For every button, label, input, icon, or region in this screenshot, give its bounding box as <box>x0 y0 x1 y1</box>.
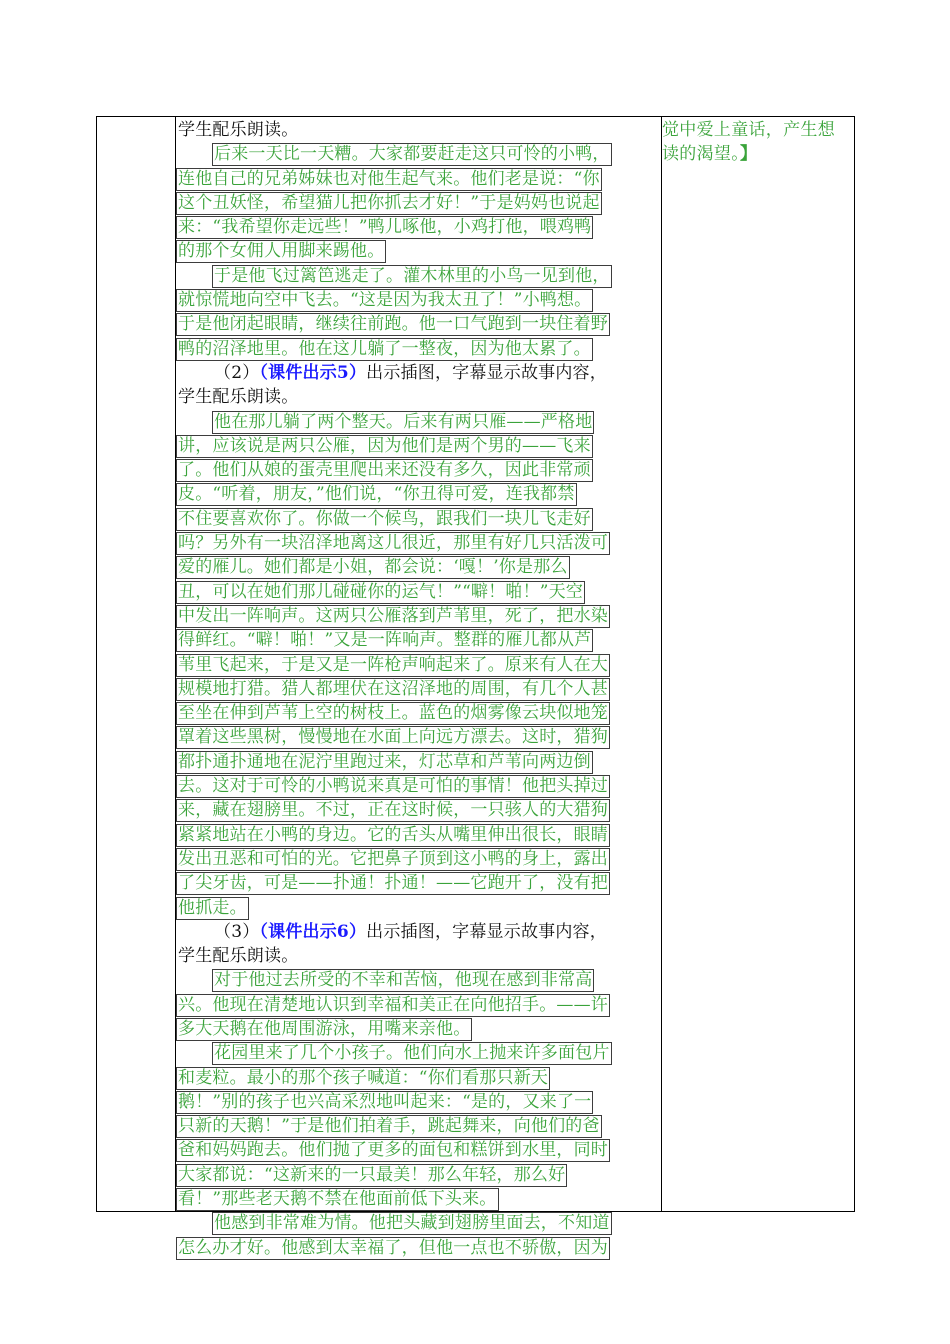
text-line <box>176 920 660 944</box>
courseware-label: （课件出示5） <box>259 362 367 383</box>
design-intent-column <box>662 118 852 167</box>
text-line <box>176 774 660 798</box>
text-line <box>176 1163 660 1187</box>
text-line <box>176 1090 660 1114</box>
text-line <box>176 677 660 701</box>
story-text: 都扑通扑通地在泥泞里跑过来，灯芯草和芦苇向两边倒 <box>178 751 591 772</box>
text-line <box>176 1138 660 1162</box>
story-text: 他抓走。 <box>178 897 247 918</box>
story-text: 的那个女佣人用脚来踢他。 <box>178 241 385 262</box>
text-line <box>176 458 660 482</box>
side-note-text: 读的渴望。 <box>662 144 740 165</box>
text-line <box>176 410 660 434</box>
section-number: （3） <box>214 921 260 942</box>
text-line <box>176 847 660 871</box>
story-text: 于是他闭起眼睛，继续往前跑。他一口气跑到一块住着野 <box>178 314 608 335</box>
text-line <box>176 507 660 531</box>
side-note-line: 觉中爱上童话，产生想 <box>662 120 835 140</box>
story-text: 去。这对于可怜的小鸭说来真是可怕的事情！他把头掉过 <box>178 776 608 797</box>
text-line <box>176 1114 660 1138</box>
story-text: 得鲜红。“噼！啪！”又是一阵响声。整群的雁儿都从芦 <box>178 630 592 651</box>
instruction-text: 出示插图，字幕显示故事内容， <box>366 921 607 942</box>
text-line <box>176 312 660 336</box>
text-line <box>176 215 660 239</box>
story-text: 连他自己的兄弟姊妹也对他生起气来。他们老是说：“你 <box>178 168 600 189</box>
story-text: 后来一天比一天糟。大家都要赶走这只可怜的小鸭， <box>214 144 610 165</box>
section-number: （2） <box>214 362 260 383</box>
teaching-content-column <box>176 118 660 1260</box>
text-line <box>176 823 660 847</box>
text-line <box>176 871 660 895</box>
text-line <box>176 1236 660 1260</box>
story-text: 他感到非常难为情。他把头藏到翅膀里面去，不知道 <box>214 1213 610 1234</box>
text-line <box>176 896 660 920</box>
story-text: 了尖牙齿，可是——扑通！扑通！——它跑开了，没有把 <box>178 873 608 894</box>
story-text: 吗？另外有一块沼泽地离这儿很近，那里有好几只活泼可 <box>178 533 608 554</box>
story-text: 鹅！”别的孩子也兴高采烈地叫起来：“是的，又来了一 <box>178 1091 592 1112</box>
text-line <box>176 118 660 142</box>
side-note-line <box>662 142 852 166</box>
instruction-text: 学生配乐朗读。 <box>178 387 299 408</box>
text-line <box>176 531 660 555</box>
text-line <box>176 701 660 725</box>
story-text: 他在那儿躺了两个整天。后来有两只雁——严格地 <box>214 411 593 432</box>
story-text: 皮。“听着，朋友，”他们说，“你丑得可爱，连我都禁 <box>178 484 575 505</box>
story-text: 丑，可以在她们那儿碰碰你的运气！”“噼！啪！”天空 <box>178 581 584 602</box>
text-line <box>176 1211 660 1235</box>
text-line <box>176 968 660 992</box>
text-line <box>176 1017 660 1041</box>
story-text: 发出丑恶和可怕的光。它把鼻子顶到这小鸭的身上，露出 <box>178 848 608 869</box>
instruction-text: 学生配乐朗读。 <box>178 946 299 967</box>
text-line <box>176 167 660 191</box>
story-text: 多大天鹅在他周围游泳，用嘴来亲他。 <box>178 1018 471 1039</box>
text-line <box>176 337 660 361</box>
text-line <box>176 1066 660 1090</box>
story-text: 来：“我希望你走远些！”鸭儿啄他，小鸡打他，喂鸡鸭 <box>178 217 592 238</box>
text-line <box>176 604 660 628</box>
story-text: 爸和妈妈跑去。他们抛了更多的面包和糕饼到水里，同时 <box>178 1140 608 1161</box>
instruction-text: 出示插图，字幕显示故事内容， <box>366 362 607 383</box>
story-text: 大家都说：“这新来的一只最美！那么年轻，那么好 <box>178 1164 566 1185</box>
story-text: 鸭的沼泽地里。他在这儿躺了一整夜，因为他太累了。 <box>178 338 591 359</box>
text-line <box>176 555 660 579</box>
courseware-label: （课件出示6） <box>259 921 367 942</box>
story-text: 不住要喜欢你了。你做一个候鸟，跟我们一块儿飞走好 <box>178 508 591 529</box>
text-line <box>176 239 660 263</box>
story-text: 花园里来了几个小孩子。他们向水上抛来许多面包片 <box>214 1043 610 1064</box>
story-text: 来，藏在翅膀里。不过，正在这时候，一只骇人的大猎狗 <box>178 800 608 821</box>
story-text: 对于他过去所受的不幸和苦恼，他现在感到非常高 <box>214 970 593 991</box>
story-text: 这个丑妖怪，希望猫儿把你抓去才好！”于是妈妈也说起 <box>178 192 600 213</box>
closing-bracket: 】 <box>740 144 758 165</box>
story-text: 爱的雁儿。她们都是小姐，都会说：‘嘎！’你是那么 <box>178 557 568 578</box>
story-text: 规模地打猎。猎人都埋伏在这沼泽地的周围，有几个人甚 <box>178 678 608 699</box>
story-text: 紧紧地站在小鸭的身边。它的舌头从嘴里伸出很长，眼睛 <box>178 824 608 845</box>
instruction-text: 学生配乐朗读。 <box>178 120 299 140</box>
text-line <box>176 482 660 506</box>
instruction-line <box>212 362 609 385</box>
text-line <box>176 580 660 604</box>
story-text: 和麦粒。最小的那个孩子喊道：“你们看那只新天 <box>178 1067 549 1088</box>
instruction-line <box>212 921 609 944</box>
table-divider-right <box>661 116 662 1212</box>
text-line <box>176 725 660 749</box>
text-line <box>176 288 660 312</box>
text-line <box>176 1187 660 1211</box>
text-line <box>176 750 660 774</box>
text-line <box>176 191 660 215</box>
story-text: 中发出一阵响声。这两只公雁落到芦苇里，死了，把水染 <box>178 605 608 626</box>
story-text: 了。他们从娘的蛋壳里爬出来还没有多久，因此非常顽 <box>178 460 591 481</box>
text-line <box>176 434 660 458</box>
story-text: 于是他飞过篱笆逃走了。灌木林里的小鸟一见到他， <box>214 265 610 286</box>
story-text: 罩着这些黑树，慢慢地在水面上向远方漂去。这时，猎狗 <box>178 727 608 748</box>
story-text: 怎么办才好。他感到太幸福了，但他一点也不骄傲，因为 <box>178 1237 608 1258</box>
text-line <box>176 653 660 677</box>
text-line <box>176 628 660 652</box>
text-line <box>176 361 660 385</box>
story-text: 兴。他现在清楚地认识到幸福和美正在向他招手。——许 <box>178 994 608 1015</box>
text-line <box>176 142 660 166</box>
text-line <box>176 1041 660 1065</box>
story-text: 苇里飞起来，于是又是一阵枪声响起来了。原来有人在大 <box>178 654 608 675</box>
story-text: 至坐在伸到芦苇上空的树枝上。蓝色的烟雾像云块似地笼 <box>178 703 608 724</box>
story-text: 讲，应该说是两只公雁，因为他们是两个男的——飞来 <box>178 435 591 456</box>
text-line <box>176 264 660 288</box>
story-text: 看！”那些老天鹅不禁在他面前低下头来。 <box>178 1189 497 1210</box>
text-line <box>176 385 660 409</box>
text-line <box>176 798 660 822</box>
story-text: 只新的天鹅！”于是他们拍着手，跳起舞来，向他们的爸 <box>178 1116 600 1137</box>
story-text: 就惊慌地向空中飞去。“这是因为我太丑了！”小鸭想。 <box>178 290 592 311</box>
text-line <box>176 993 660 1017</box>
text-line <box>176 944 660 968</box>
